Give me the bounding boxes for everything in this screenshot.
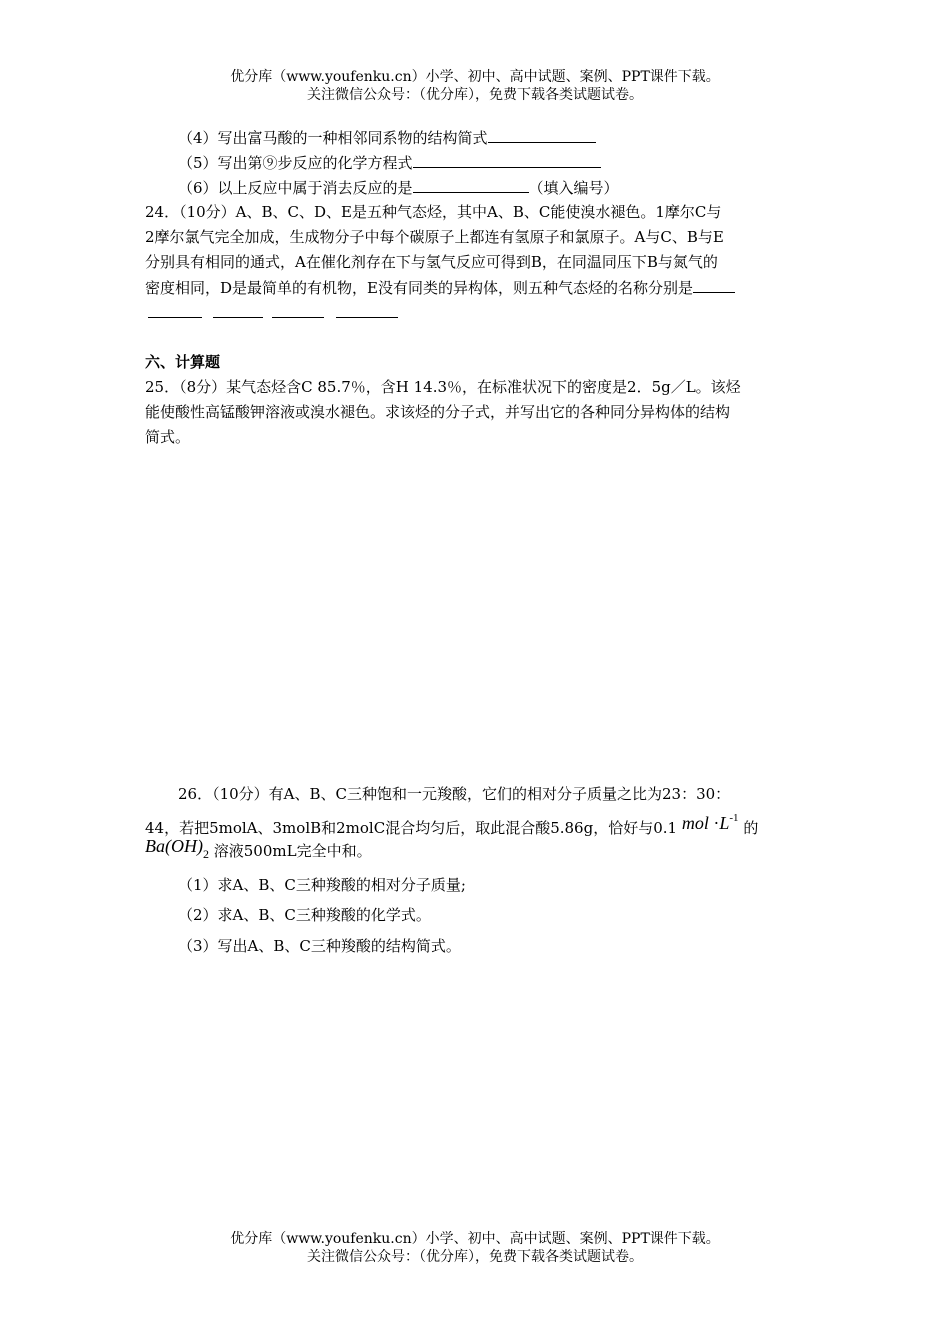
- q24-answer-blanks: [148, 302, 398, 323]
- unit-formula: [682, 813, 739, 833]
- baoh-text: Ba(OH): [145, 836, 203, 856]
- q26-part-1: （1）求A、B、C三种羧酸的相对分子质量;: [178, 876, 466, 894]
- header-line-1: 优分库（www.youfenku.cn）小学、初中、高中试题、案例、PPT课件下载。: [230, 69, 720, 85]
- q24-line-2: 2摩尔氯气完全加成，生成物分子中每个碳原子上都连有氢原子和氯原子。A与C、B与E: [145, 228, 724, 246]
- answer-blank: [213, 302, 263, 318]
- q24-line-4-text: 密度相同，D是最简单的有机物，E没有同类的异构体，则五种气态烃的名称分别是: [145, 279, 693, 297]
- unit-mol: mol: [681, 813, 709, 833]
- footer-line-2: 关注微信公众号：（优分库），免费下载各类试题试卷。: [307, 1249, 643, 1265]
- q23-part-5-text: （5）写出第⑨步反应的化学方程式: [178, 154, 413, 172]
- q26-line-2-text: 44，若把5molA、3molB和2molC混合均匀后，取此混合酸5.86g，恰好与0.1: [145, 819, 678, 837]
- header-line-2: 关注微信公众号：（优分库），免费下载各类试题试卷。: [307, 87, 643, 103]
- page-header: [0, 68, 950, 104]
- unit-L: L: [719, 813, 730, 833]
- q23-part-6-note: （填入编号）: [528, 179, 619, 197]
- q25-line-3: 简式。: [145, 428, 191, 446]
- answer-blank: [336, 302, 398, 318]
- answer-blank: [693, 277, 735, 293]
- answer-blank: [488, 127, 596, 143]
- q24-line-4: [145, 277, 735, 298]
- unit-exponent: -1: [729, 812, 739, 824]
- answer-blank: [272, 302, 324, 318]
- q26-part-3: （3）写出A、B、C三种羧酸的结构简式。: [178, 937, 461, 955]
- q26-line-2: [145, 812, 758, 838]
- q24-line-3: 分别具有相同的通式，A在催化剂存在下与氢气反应可得到B，在同温同压下B与氮气的: [145, 253, 718, 271]
- q24-line-1: 24．（10分）A、B、C、D、E是五种气态烃，其中A、B、C能使溴水褪色。1摩尔C与: [145, 203, 722, 221]
- answer-blank: [413, 152, 601, 168]
- answer-blank: [413, 177, 529, 193]
- answer-blank: [148, 302, 202, 318]
- footer-line-1: 优分库（www.youfenku.cn）小学、初中、高中试题、案例、PPT课件下载。: [230, 1231, 720, 1247]
- page-footer: [0, 1230, 950, 1266]
- q26-line-1: 26．（10分）有A、B、C三种饱和一元羧酸，它们的相对分子质量之比为23：30：: [178, 785, 731, 803]
- baoh-formula: [145, 836, 209, 861]
- q25-line-1: 25．（8分）某气态烃含C 85.7％，含H 14.3％，在标准状况下的密度是2．5g／L。该烃: [145, 378, 741, 396]
- q23-part-4: [178, 127, 596, 148]
- q23-part-6: [178, 177, 619, 198]
- q23-part-4-text: （4）写出富马酸的一种相邻同系物的结构简式: [178, 129, 488, 147]
- q23-part-6-text: （6）以上反应中属于消去反应的是: [178, 179, 413, 197]
- q26-line-3: [145, 836, 372, 868]
- unit-dot: ·: [713, 813, 720, 833]
- q23-part-5: [178, 152, 601, 173]
- q26-part-2: （2）求A、B、C三种羧酸的化学式。: [178, 906, 431, 924]
- q26-line-2-tail: 的: [743, 819, 759, 837]
- baoh-subscript: 2: [202, 847, 209, 861]
- q25-line-2: 能使酸性高锰酸钾溶液或溴水褪色。求该烃的分子式，并写出它的各种同分异构体的结构: [145, 403, 731, 421]
- q26-line-3-text: 溶液500mL完全中和。: [213, 842, 372, 860]
- section-title: 六、计算题: [145, 353, 221, 371]
